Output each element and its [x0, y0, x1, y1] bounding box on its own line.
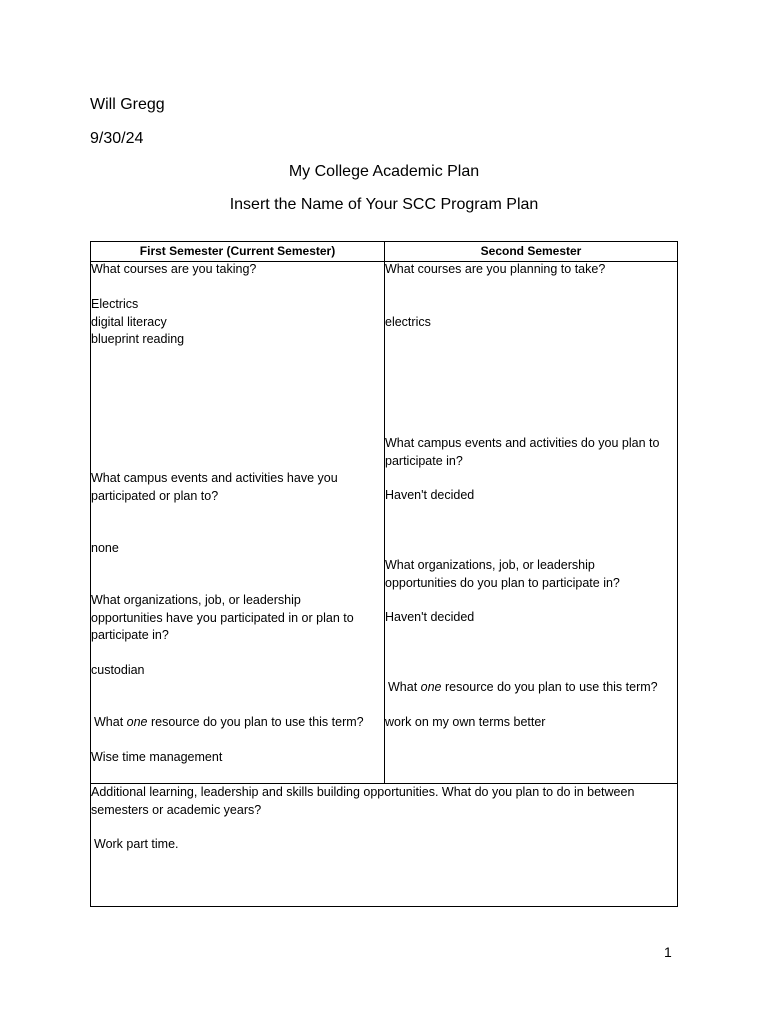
- first-course-item: Electrics: [91, 297, 139, 311]
- page-number: 1: [664, 944, 672, 960]
- first-orgs-answer: custodian: [91, 663, 145, 677]
- first-courses-question: What courses are you taking?: [91, 262, 257, 276]
- page-subtitle: Insert the Name of Your SCC Program Plan: [229, 196, 539, 213]
- first-events-answer: none: [91, 541, 119, 555]
- second-semester-header: Second Semester: [480, 244, 582, 258]
- second-events-answer: Haven't decided: [385, 488, 475, 502]
- additional-question: Additional learning, leadership and skills building opportunities. What do you plan to do in between semesters or academic years?: [91, 785, 635, 817]
- page-title: My College Academic Plan: [288, 163, 480, 180]
- second-events-question: What campus events and activities do you plan to participate in?: [385, 436, 660, 468]
- first-course-item: blueprint reading: [91, 332, 185, 346]
- second-resource-question: What one resource do you plan to use this term?: [388, 680, 658, 694]
- first-semester-header: First Semester (Current Semester): [139, 244, 336, 258]
- first-orgs-question: What organizations, job, or leadership opportunities have you participated in or plan to participate in?: [91, 593, 354, 642]
- student-name: Will Gregg: [90, 96, 165, 113]
- second-orgs-question: What organizations, job, or leadership opportunities do you plan to participate in?: [385, 558, 620, 590]
- additional-answer: Work part time.: [94, 837, 179, 851]
- second-courses-question: What courses are you planning to take?: [385, 262, 606, 276]
- first-resource-question: What one resource do you plan to use this term?: [94, 715, 364, 729]
- second-resource-answer: work on my own terms better: [385, 715, 546, 729]
- second-orgs-answer: Haven't decided: [385, 610, 475, 624]
- first-resource-answer: Wise time management: [91, 750, 223, 764]
- first-events-question: What campus events and activities have you participated or plan to?: [91, 471, 338, 503]
- second-course-item: electrics: [385, 314, 431, 329]
- document-date: 9/30/24: [90, 130, 144, 147]
- first-course-item: digital literacy: [91, 314, 167, 329]
- academic-plan-table: [90, 241, 678, 907]
